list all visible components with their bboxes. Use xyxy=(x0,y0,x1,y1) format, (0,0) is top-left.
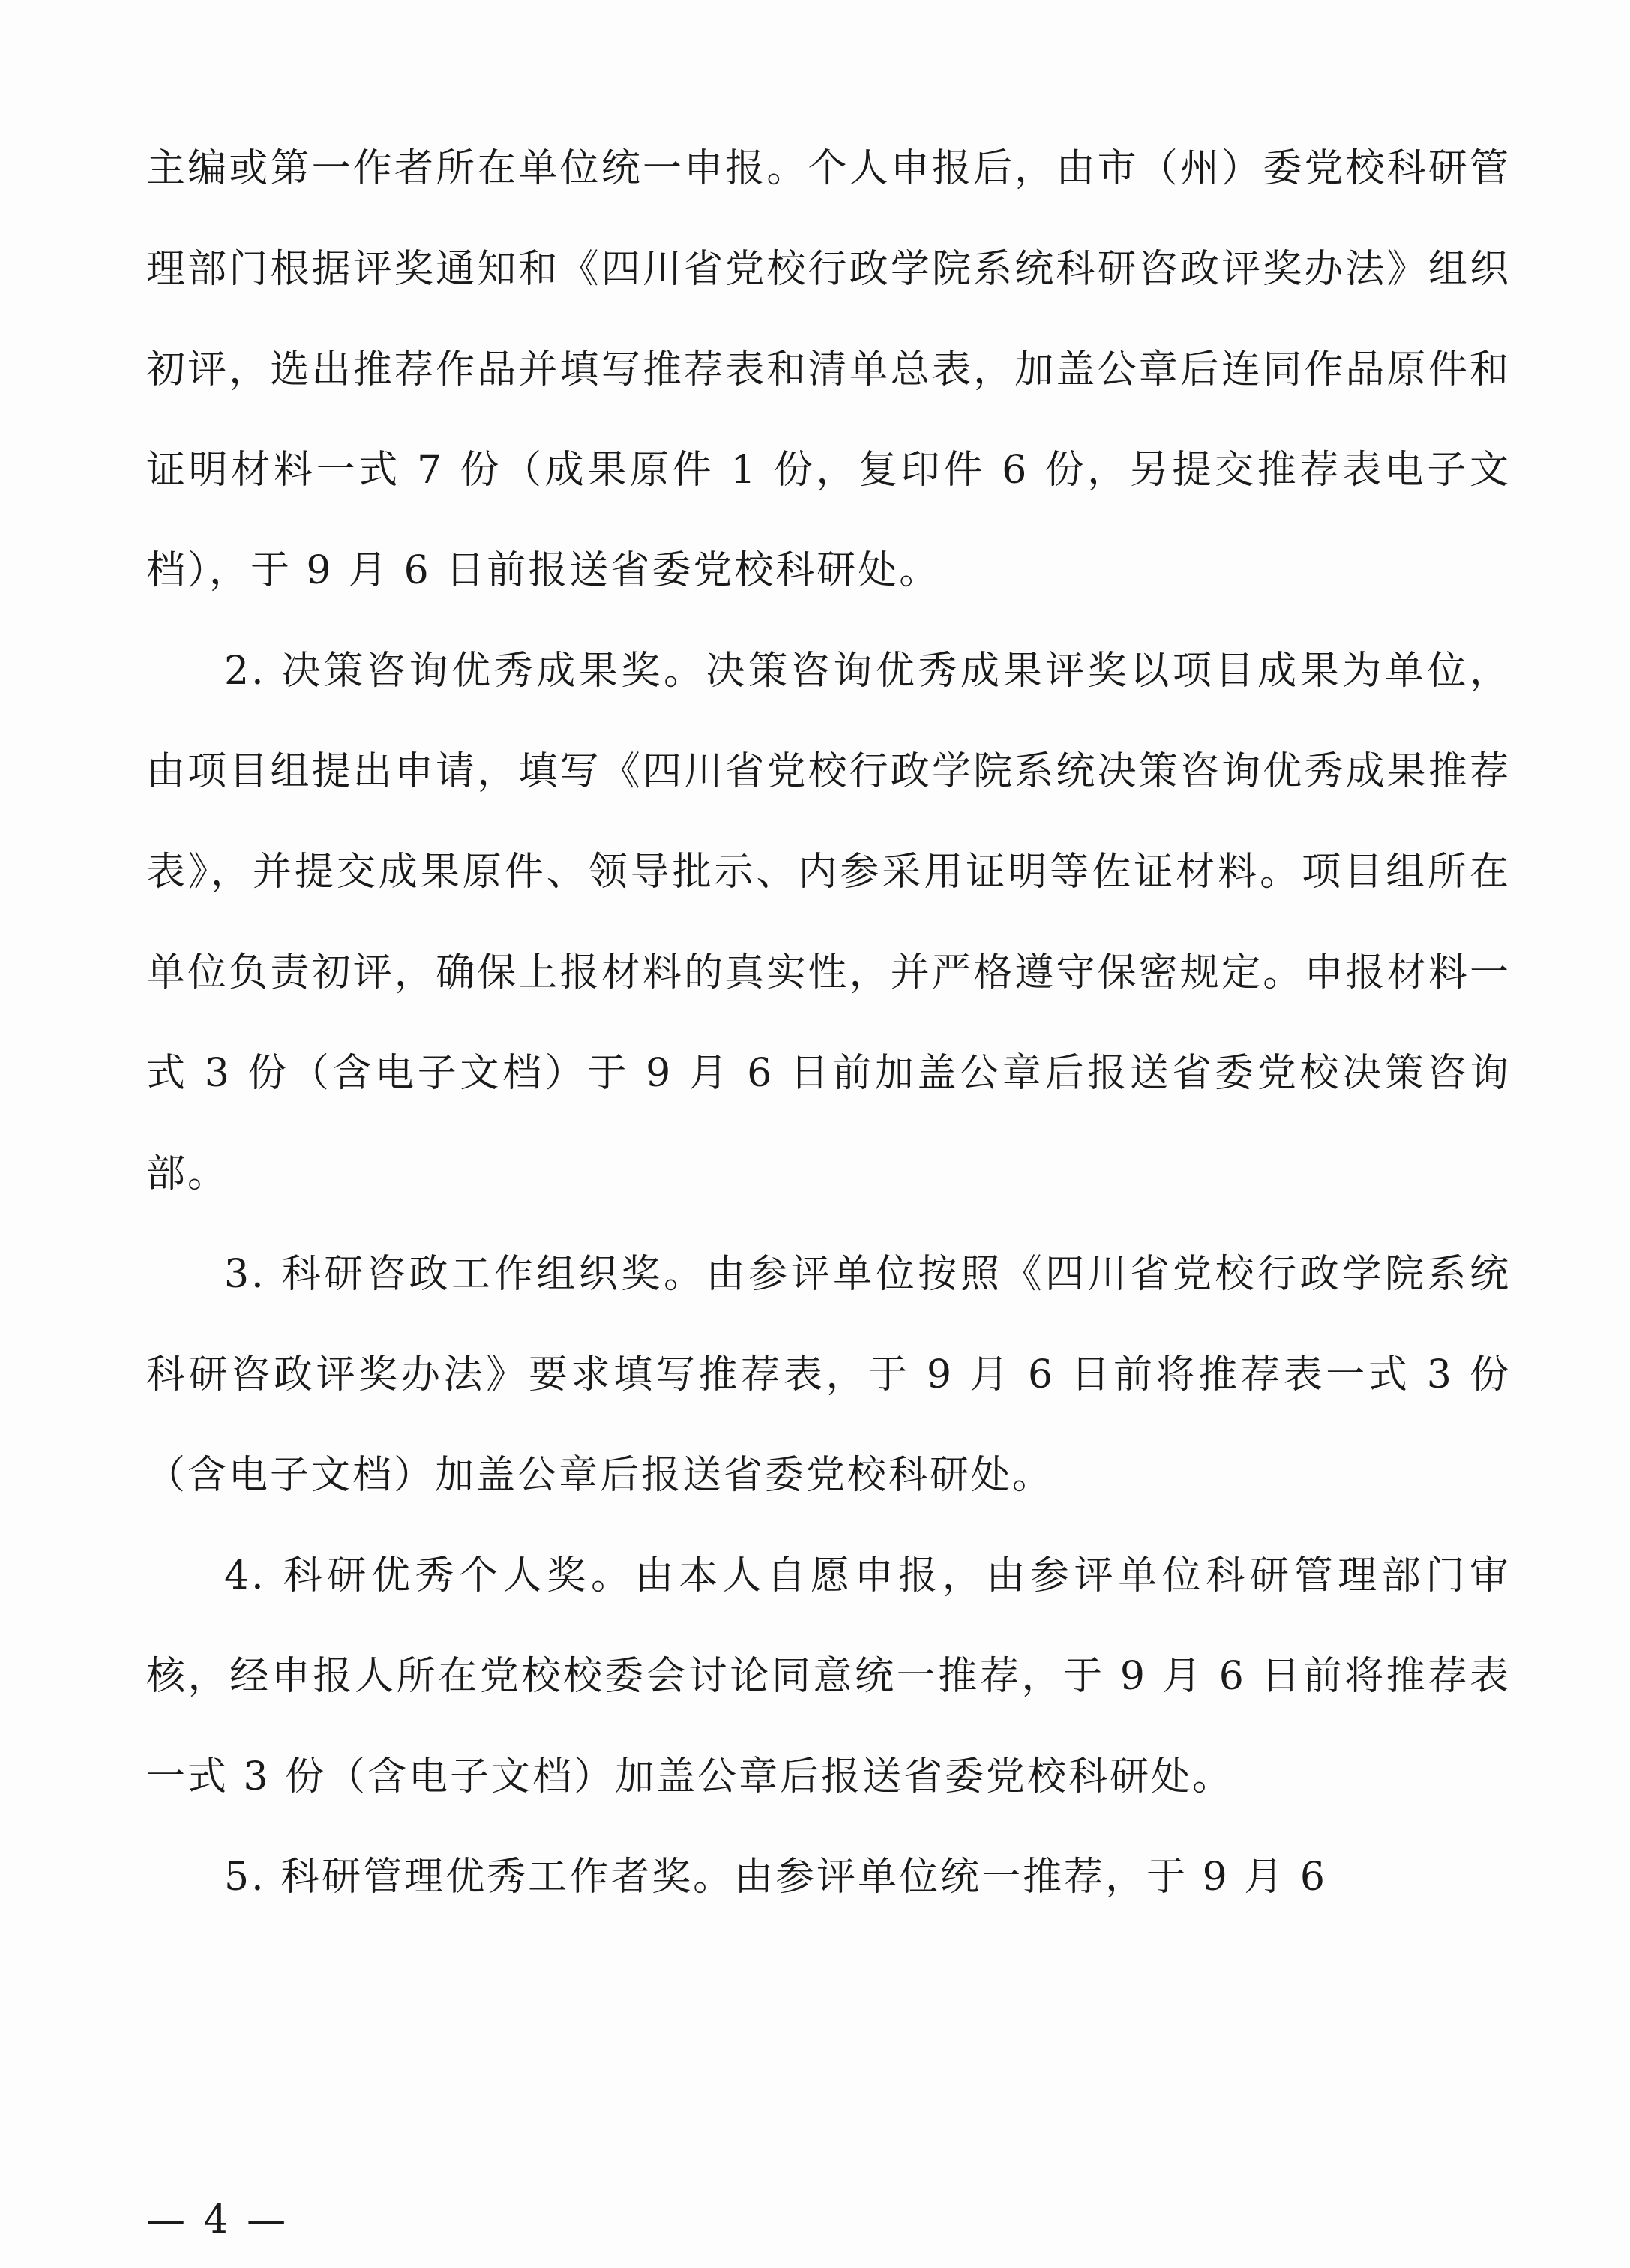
document-body xyxy=(146,118,1511,1928)
paragraph-continuation: 主编或第一作者所在单位统一申报。个人申报后，由市（州）委党校科研管理部门根据评奖通知和《四川省党校行政学院系统科研咨政评奖办法》组织初评，选出推荐作品并填写推荐表和清单总表，加盖公章后连同作品原件和证明材料一式 7 份（成果原件 1 份，复印件 6 份，另提交推荐表电子文档），于 9 月 6 日前报送省委党校科研处。 xyxy=(146,146,1511,593)
page-number: — 4 — xyxy=(146,2198,289,2242)
paragraph-decision-consulting-award: 2. 决策咨询优秀成果奖。决策咨询优秀成果评奖以项目成果为单位，由项目组提出申请，填写《四川省党校行政学院系统决策咨询优秀成果推荐表》，并提交成果原件、领导批示、内参采用证明等佐证材料。项目组所在单位负责初评，确保上报材料的真实性，并严格遵守保密规定。申报材料一式 3 份（含电子文档）于 9 月 6 日前加盖公章后报送省委党校决策咨询部。 xyxy=(146,649,1511,1196)
paragraph-individual-award: 4. 科研优秀个人奖。由本人自愿申报，由参评单位科研管理部门审核，经申报人所在党校校委会讨论同意统一推荐，于 9 月 6 日前将推荐表一式 3 份（含电子文档）加盖公章后报送省委党校科研处。 xyxy=(146,1553,1511,1799)
paragraph-management-worker-award: 5. 科研管理优秀工作者奖。由参评单位统一推荐，于 9 月 6 xyxy=(224,1855,1327,1900)
paragraph-organization-award: 3. 科研咨政工作组织奖。由参评单位按照《四川省党校行政学院系统科研咨政评奖办法》要求填写推荐表，于 9 月 6 日前将推荐表一式 3 份（含电子文档）加盖公章后报送省委党校科研处。 xyxy=(146,1252,1511,1498)
